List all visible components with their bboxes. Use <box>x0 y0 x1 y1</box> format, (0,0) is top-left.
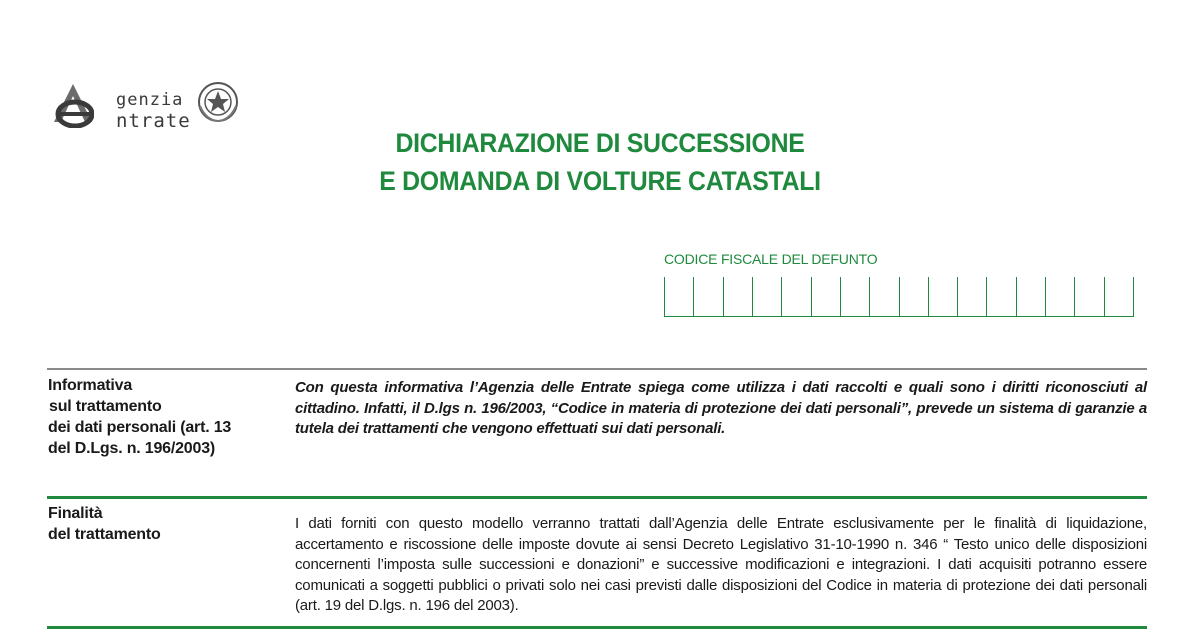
cf-char-box[interactable] <box>841 277 870 316</box>
cf-char-box[interactable] <box>1046 277 1075 316</box>
section-title-line: del D.Lgs. n. 196/2003) <box>48 440 216 457</box>
agenzia-entrate-logo <box>46 80 246 132</box>
page-title <box>300 124 900 200</box>
cf-char-box[interactable] <box>694 277 723 316</box>
cf-char-box[interactable] <box>900 277 929 316</box>
title-line-2: E DOMANDA DI VOLTURE CATASTALI <box>379 166 821 196</box>
cf-char-box[interactable] <box>1017 277 1046 316</box>
cf-char-box[interactable] <box>782 277 811 316</box>
logo-word-agenzia: genzia <box>116 90 184 110</box>
section-divider <box>47 496 1147 499</box>
section-title-line: sul trattamento <box>49 398 162 415</box>
cf-char-box[interactable] <box>1075 277 1104 316</box>
title-line-1: DICHIARAZIONE DI SUCCESSIONE <box>395 128 805 158</box>
cf-char-box[interactable] <box>958 277 987 316</box>
cf-char-box[interactable] <box>929 277 958 316</box>
codice-fiscale-label: CODICE FISCALE DEL DEFUNTO <box>664 251 878 267</box>
cf-char-box[interactable] <box>812 277 841 316</box>
section-title-finalita <box>48 503 161 545</box>
section-title-line: Informativa <box>48 377 133 394</box>
section-title-line: Finalità <box>48 505 103 522</box>
cf-char-box[interactable] <box>987 277 1016 316</box>
section-paragraph: Con questa informativa l’Agenzia delle Entrate spiega come utilizza i dati raccolti e quali sono i diritti riconosciuti al cittadino. Infatti, il D.lgs n. 196/2003, “Codice in materia di protezione dei dati personali”, prevede un sistema di garanzie a tutela dei trattamenti che vengono effettuati sui dati personali. <box>295 379 1147 437</box>
section-body-finalita <box>295 514 1147 617</box>
republic-emblem-icon <box>196 80 240 124</box>
section-title-line: del trattamento <box>48 526 161 543</box>
section-divider <box>47 368 1147 370</box>
section-paragraph: I dati forniti con questo modello verranno trattati dall’Agenzia delle Entrate esclusivamente per le finalità di liquidazione, accertamento e riscossione delle imposte dovute ai sensi Decreto Legislativo 31-10-1990 n. 346 “ Testo unico delle disposizioni concernenti l’imposta sulle successioni e donazioni” e successive modificazioni e integrazioni. I dati acquisiti potranno essere comunicati a soggetti pubblici o privati solo nei casi previsti dalle disposizioni del Codice in materia di protezione dei dati personali (art. 19 del D.lgs. n. 196 del 2003). <box>295 515 1147 614</box>
cf-char-box[interactable] <box>665 277 694 316</box>
section-divider <box>47 626 1147 629</box>
codice-fiscale-input[interactable] <box>664 277 1134 317</box>
cf-char-box[interactable] <box>753 277 782 316</box>
cf-char-box[interactable] <box>724 277 753 316</box>
agenzia-e-logo-icon <box>52 82 94 128</box>
section-body-informativa <box>295 378 1147 440</box>
logo-word-entrate: ntrate <box>116 110 191 132</box>
cf-char-box[interactable] <box>1105 277 1134 316</box>
section-title-line: dei dati personali (art. 13 <box>48 419 232 436</box>
cf-char-box[interactable] <box>870 277 899 316</box>
section-title-informativa <box>48 375 231 459</box>
